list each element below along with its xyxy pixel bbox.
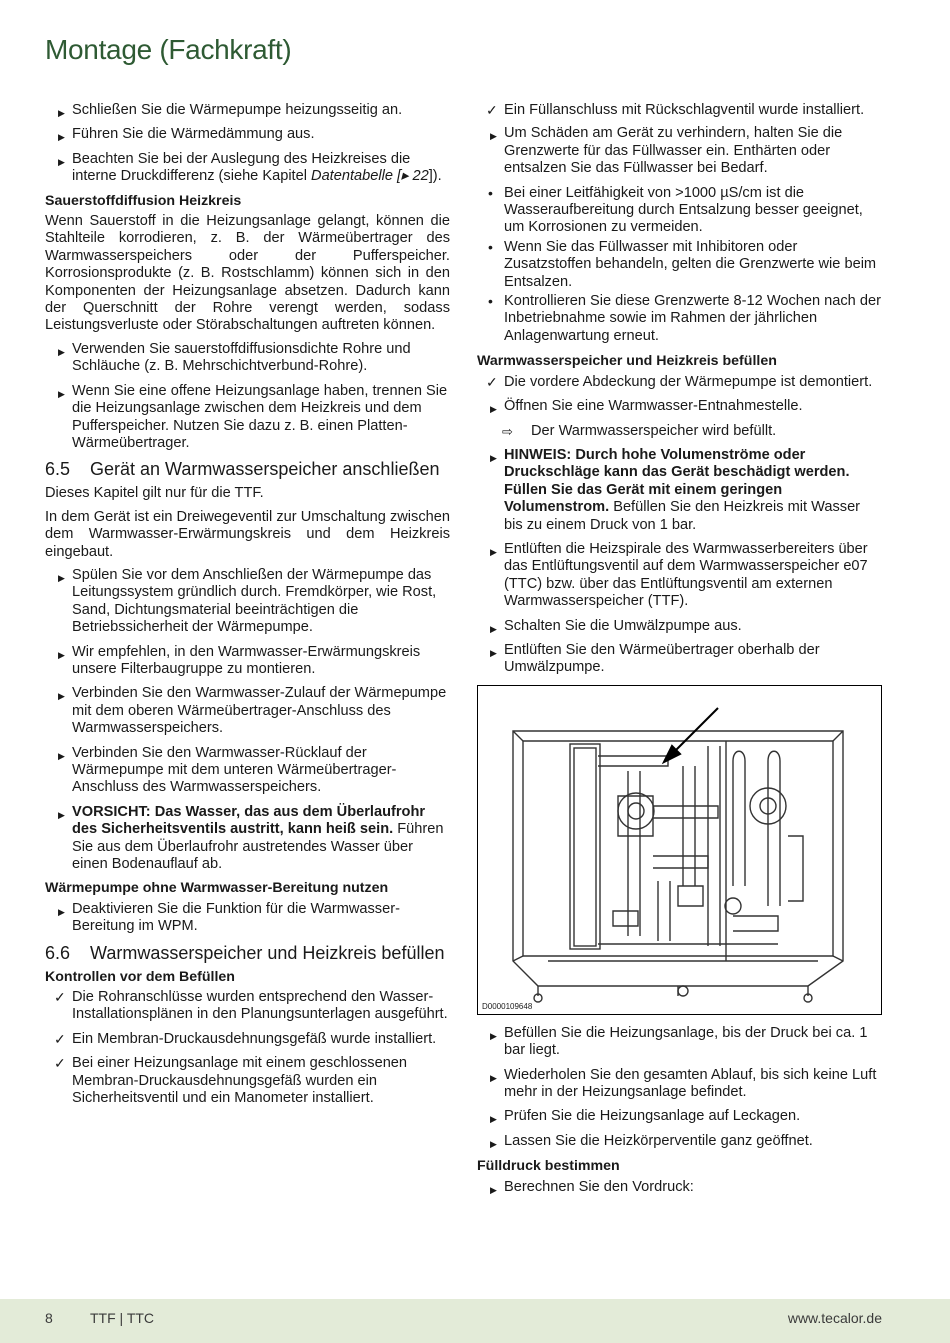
list-item: ▶ Entlüften Sie den Wärmeübertrager oberhalb der Umwälzpumpe. [490, 641, 820, 676]
triangle-bullet-icon: ▶ [490, 131, 497, 142]
check-item: ✓ Ein Membran-Druckausdehnungsgefäß wurde installiert. [54, 1030, 437, 1047]
triangle-bullet-icon: ▶ [490, 452, 497, 463]
triangle-bullet-icon: ▶ [58, 750, 65, 761]
dot-bullet-icon: • [488, 238, 493, 255]
bullet-item: • Wenn Sie das Füllwasser mit Inhibitoren oder Zusatzstoffen behandeln, gelten die Grenzwerte wie beim Entsalzen. [488, 238, 877, 290]
chapter-link[interactable]: Datentabelle [ [311, 168, 402, 185]
list-item: ▶ Wiederholen Sie den gesamten Ablauf, bis sich keine Luft mehr in der Heizungsanlage befindet. [490, 1066, 877, 1100]
list-item: ▶ Verbinden Sie den Warmwasser-Rücklauf der Wärmepumpe mit dem unteren Wärmeübertrager-Anschluss des Warmwasserspeichers. [58, 744, 397, 796]
list-item: ▶ Befüllen Sie die Heizungsanlage, bis der Druck bei ca. 1 bar liegt. [490, 1024, 868, 1059]
left-column [45, 102, 450, 1115]
warning-item: ▶ VORSICHT: Das Wasser, das aus dem Überlaufrohr des Sicherheitsventils austritt, kann heiß sein. Führen Sie aus dem Überlaufrohr austretendes Wasser über einen Bodenauflauf ab. [58, 803, 444, 873]
paragraph: Dieses Kapitel gilt nur für die TTF. [45, 485, 264, 502]
triangle-bullet-icon: ▶ [490, 1072, 497, 1083]
list-item: ▶ Verwenden Sie sauerstoffdiffusionsdichte Rohre und Schläuche (z. B. Mehrschichtverbund-Rohre). [58, 340, 411, 375]
subheading-fuelldruck: Fülldruck bestimmen [477, 1158, 620, 1175]
triangle-bullet-icon: ▶ [58, 388, 65, 399]
page-footer [0, 1299, 950, 1343]
triangle-bullet-icon: ▶ [490, 546, 497, 557]
list-item: ▶ Lassen Sie die Heizkörperventile ganz geöffnet. [477, 1133, 882, 1150]
subheading-warmwasser-befuellen: Warmwasserspeicher und Heizkreis befüllen [477, 353, 777, 370]
heat-pump-drawing [478, 686, 883, 1016]
list-item: ▶ Um Schäden am Gerät zu verhindern, halten Sie die Grenzwerte für das Füllwasser ein. Enthärten oder entsalzen Sie das Füllwasser bei Bedarf. [490, 125, 843, 177]
triangle-bullet-icon: ▶ [490, 1138, 497, 1149]
triangle-bullet-icon: ▶ [490, 1184, 497, 1195]
subheading-kontrollen: Kontrollen vor dem Befüllen [45, 968, 235, 985]
result-item: ⇨ Der Warmwasserspeicher wird befüllt. [502, 422, 777, 439]
paragraph: In dem Gerät ist ein Dreiwegeventil zur Umschaltung zwischen dem Warmwasser-Erwärmungskreis und dem Heizkreis eingebaut. [45, 508, 450, 560]
triangle-bullet-icon: ▶ [58, 156, 65, 167]
paragraph: Wenn Sauerstoff in die Heizungsanlage gelangt, können die Stahlteile korrodieren, z. B. der Wärmeübertrager des Warmwasserspeichers oder der Pufferspeicher. Korrosionsprodukte (z. B. Rostschlamm) können sich in den Komponenten der Heizungsanlage absetzen. Dadurch kann der Querschnitt der Rohre verengt werden, sodass Leistungsverluste oder Störabschaltungen auftreten können. [45, 213, 450, 334]
triangle-bullet-icon: ▶ [490, 647, 497, 658]
triangle-bullet-icon: ▶ [58, 572, 65, 583]
list-item: ▶ Beachten Sie bei der Auslegung des Heizkreises die interne Druckdifferenz (siehe Kapitel Datentabelle [▸ 22]). [58, 150, 442, 185]
triangle-bullet-icon: ▶ [490, 1030, 497, 1041]
page-reference[interactable]: 22 [412, 168, 429, 185]
list-item: ▶ Berechnen Sie den Vordruck: [477, 1179, 882, 1196]
page-title: Montage (Fachkraft) [45, 34, 292, 65]
check-item: ✓ Ein Füllanschluss mit Rückschlagventil wurde installiert. [486, 102, 865, 118]
page-ref-arrow-icon: ▸ [401, 168, 413, 185]
bullet-item: • Kontrollieren Sie diese Grenzwerte 8-12 Wochen nach der Inbetriebnahme sowie im Rahmen der jährlichen Anlagenwartung erneut. [488, 293, 881, 344]
list-item: ▶ Wenn Sie eine offene Heizungsanlage haben, trennen Sie die Heizungsanlage zwischen dem Heizkreis und dem Pufferspeicher. Nutzen Sie dazu z. B. einen Platten-Wärmeübertrager. [58, 382, 448, 451]
checkmark-icon: ✓ [54, 1055, 66, 1072]
subheading-sauerstoff: Sauerstoffdiffusion Heizkreis [45, 192, 242, 209]
section-heading-6-6: 6.6 Warmwasserspeicher und Heizkreis befüllen [45, 942, 445, 963]
triangle-bullet-icon: ▶ [58, 809, 65, 820]
list-item: ▶ Prüfen Sie die Heizungsanlage auf Leckagen. [477, 1108, 882, 1125]
document-name: TTF | TTC [90, 1310, 155, 1326]
figure-id: D0000109648 [482, 1001, 533, 1011]
checkmark-icon: ✓ [54, 1030, 66, 1047]
triangle-bullet-icon: ▶ [58, 108, 65, 118]
checkmark-icon: ✓ [54, 989, 66, 1006]
heat-pump-figure [477, 685, 882, 1015]
list-item: ▶ Schalten Sie die Umwälzpumpe aus. [477, 618, 882, 635]
checkmark-icon: ✓ [486, 102, 498, 118]
check-item: ✓ Die vordere Abdeckung der Wärmepumpe ist demontiert. [486, 373, 873, 390]
page-number: 8 [45, 1310, 53, 1326]
triangle-bullet-icon: ▶ [58, 691, 65, 702]
website-link[interactable]: www.tecalor.de [787, 1310, 882, 1326]
bullet-item: • Bei einer Leitfähigkeit von >1000 µS/cm ist die Wasseraufbereitung durch Entsalzung besser geeignet, um Korrosionen zu vermeiden. [488, 184, 863, 236]
notice-item: ▶ HINWEIS: Durch hohe Volumenströme oder Druckschläge kann das Gerät beschädigt werden. Füllen Sie das Gerät mit einem geringen Volumenstrom. Befüllen Sie den Heizkreis mit Wasser bis zu einem Druck von 1 bar. [490, 446, 861, 533]
list-item: ▶ Wir empfehlen, in den Warmwasser-Erwärmungskreis unsere Filterbaugruppe zu montieren. [58, 643, 421, 677]
section-heading-6-5: 6.5 Gerät an Warmwasserspeicher anschließen [45, 459, 440, 480]
list-item: ▶ Spülen Sie vor dem Anschließen der Wärmepumpe das Leitungssystem gründlich durch. Fremdkörper, wie Rost, Sand, Dichtungsmaterial beeinträchtigen die Betriebssicherheit der Wärmepumpe. [58, 566, 437, 636]
triangle-bullet-icon: ▶ [490, 404, 497, 415]
right-column [477, 102, 882, 1203]
dot-bullet-icon: • [488, 293, 493, 310]
triangle-bullet-icon: ▶ [58, 649, 65, 660]
list-item: ▶ Deaktivieren Sie die Funktion für die Warmwasser-Bereitung im WPM. [58, 900, 400, 935]
triangle-bullet-icon: ▶ [58, 906, 65, 917]
triangle-bullet-icon: ▶ [490, 1114, 497, 1125]
check-item: ✓ Bei einer Heizungsanlage mit einem geschlossenen Membran-Druckausdehnungsgefäß wurden ein Sicherheitsventil und ein Manometer installiert. [54, 1055, 408, 1107]
list-item: ▶ Verbinden Sie den Warmwasser-Zulauf der Wärmepumpe mit dem oberen Wärmeübertrager-Anschluss des Warmwasserspeichers. [58, 685, 447, 737]
triangle-bullet-icon: ▶ [490, 623, 497, 634]
checkmark-icon: ✓ [486, 373, 498, 390]
triangle-bullet-icon: ▶ [58, 132, 65, 143]
dot-bullet-icon: • [488, 184, 493, 201]
subheading-ohne-warmwasser: Wärmepumpe ohne Warmwasser-Bereitung nutzen [45, 880, 389, 897]
triangle-bullet-icon: ▶ [58, 346, 65, 357]
list-item: ▶ Entlüften die Heizspirale des Warmwasserbereiters über das Entlüftungsventil auf dem Warmwasserspeicher e07 (TTC) bzw. über das Entlüftungsventil am externen Warmwasserspeicher (TTF). [490, 540, 868, 610]
list-item: ▶ Schließen Sie die Wärmepumpe heizungsseitig an. [45, 102, 450, 119]
list-item: ▶ Führen Sie die Wärmedämmung aus. [45, 126, 450, 143]
result-arrow-icon: ⇨ [502, 423, 513, 439]
list-item: ▶ Öffnen Sie eine Warmwasser-Entnahmestelle. [477, 398, 882, 415]
check-item: ✓ Die Rohranschlüsse wurden entsprechend den Wasser-Installationsplänen in den Planungsunterlagen ausgeführt. [54, 989, 448, 1023]
